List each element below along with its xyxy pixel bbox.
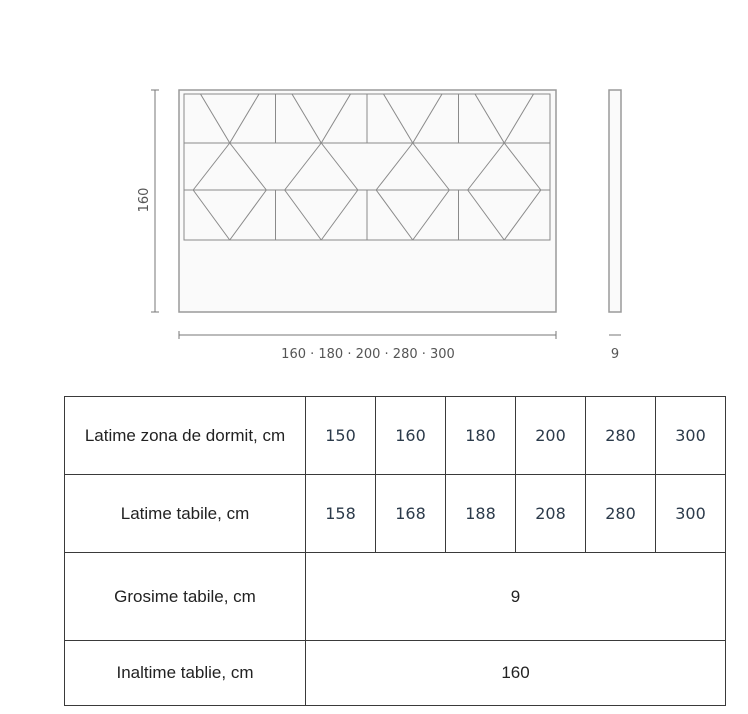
sleep-width-cell: 200 [516,397,586,475]
sleep-width-cell: 180 [446,397,516,475]
row-label-headboard-width: Latime tabile, cm [65,475,306,553]
table-row [65,475,726,553]
headboard-width-cell: 300 [656,475,726,553]
row-label-thickness: Grosime tabile, cm [65,553,306,641]
headboard-width-cell: 168 [376,475,446,553]
sleep-width-cell: 280 [586,397,656,475]
table-row [65,641,726,706]
sleep-width-cell: 160 [376,397,446,475]
headboard-width-cell: 280 [586,475,656,553]
sleep-width-cell: 150 [306,397,376,475]
headboard-width-cell: 158 [306,475,376,553]
thickness-cell: 9 [306,553,726,641]
headboard-width-cell: 188 [446,475,516,553]
row-label-height: Inaltime tablie, cm [65,641,306,706]
height-cell: 160 [306,641,726,706]
width-dimension-label: 160 · 180 · 200 · 280 · 300 [281,347,455,362]
sleep-width-cell: 300 [656,397,726,475]
headboard-side-view [609,90,621,312]
table-row [65,553,726,641]
headboard-width-cell: 208 [516,475,586,553]
thickness-dimension-label: 9 [610,347,620,362]
table-row [65,397,726,475]
height-dimension-label: 160 [137,187,152,213]
row-label-sleep-width: Latime zona de dormit, cm [65,397,306,475]
specifications-table [64,396,726,706]
